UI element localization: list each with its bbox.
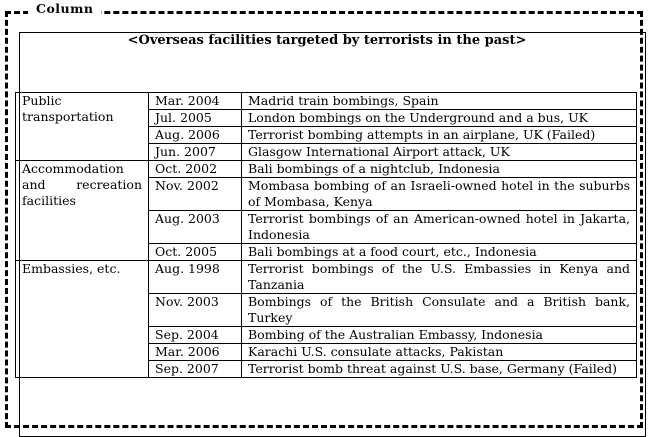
date-cell: Mar. 2004: [149, 93, 242, 110]
date-cell: Sep. 2004: [149, 327, 242, 344]
event-cell: Bombing of the Australian Embassy, Indonesia: [242, 327, 637, 344]
table-row: [16, 161, 637, 178]
category-cell: Embassies, etc.: [16, 261, 149, 378]
event-cell: Madrid train bombings, Spain: [242, 93, 637, 110]
date-cell: Oct. 2005: [149, 244, 242, 261]
date-cell: Jun. 2007: [149, 144, 242, 161]
date-cell: Nov. 2002: [149, 178, 242, 211]
event-cell: Mombasa bombing of an Israeli-owned hotel in the suburbs of Mombasa, Kenya: [242, 178, 637, 211]
date-cell: Aug. 2006: [149, 127, 242, 144]
event-cell: Terrorist bombing attempts in an airplane, UK (Failed): [242, 127, 637, 144]
category-cell: Accommodation and recreation facilities: [16, 161, 149, 261]
event-cell: Terrorist bomb threat against U.S. base, Germany (Failed): [242, 361, 637, 378]
date-cell: Oct. 2002: [149, 161, 242, 178]
event-cell: Bali bombings of a nightclub, Indonesia: [242, 161, 637, 178]
event-cell: Glasgow International Airport attack, UK: [242, 144, 637, 161]
date-cell: Aug. 1998: [149, 261, 242, 294]
event-cell: London bombings on the Underground and a bus, UK: [242, 110, 637, 127]
table-title: <Overseas facilities targeted by terrorists in the past>: [127, 33, 527, 48]
facilities-table: [15, 92, 637, 378]
date-cell: Nov. 2003: [149, 294, 242, 327]
date-cell: Mar. 2006: [149, 344, 242, 361]
event-cell: Bali bombings at a food court, etc., Indonesia: [242, 244, 637, 261]
event-cell: Karachi U.S. consulate attacks, Pakistan: [242, 344, 637, 361]
event-cell: Terrorist bombings of the U.S. Embassies in Kenya and Tanzania: [242, 261, 637, 294]
column-label: Column: [28, 2, 101, 16]
date-cell: Sep. 2007: [149, 361, 242, 378]
date-cell: Aug. 2003: [149, 211, 242, 244]
date-cell: Jul. 2005: [149, 110, 242, 127]
event-cell: Terrorist bombings of an American-owned hotel in Jakarta, Indonesia: [242, 211, 637, 244]
table-row: [16, 261, 637, 294]
table-row: [16, 93, 637, 110]
event-cell: Bombings of the British Consulate and a British bank, Turkey: [242, 294, 637, 327]
category-cell: Public transportation: [16, 93, 149, 161]
